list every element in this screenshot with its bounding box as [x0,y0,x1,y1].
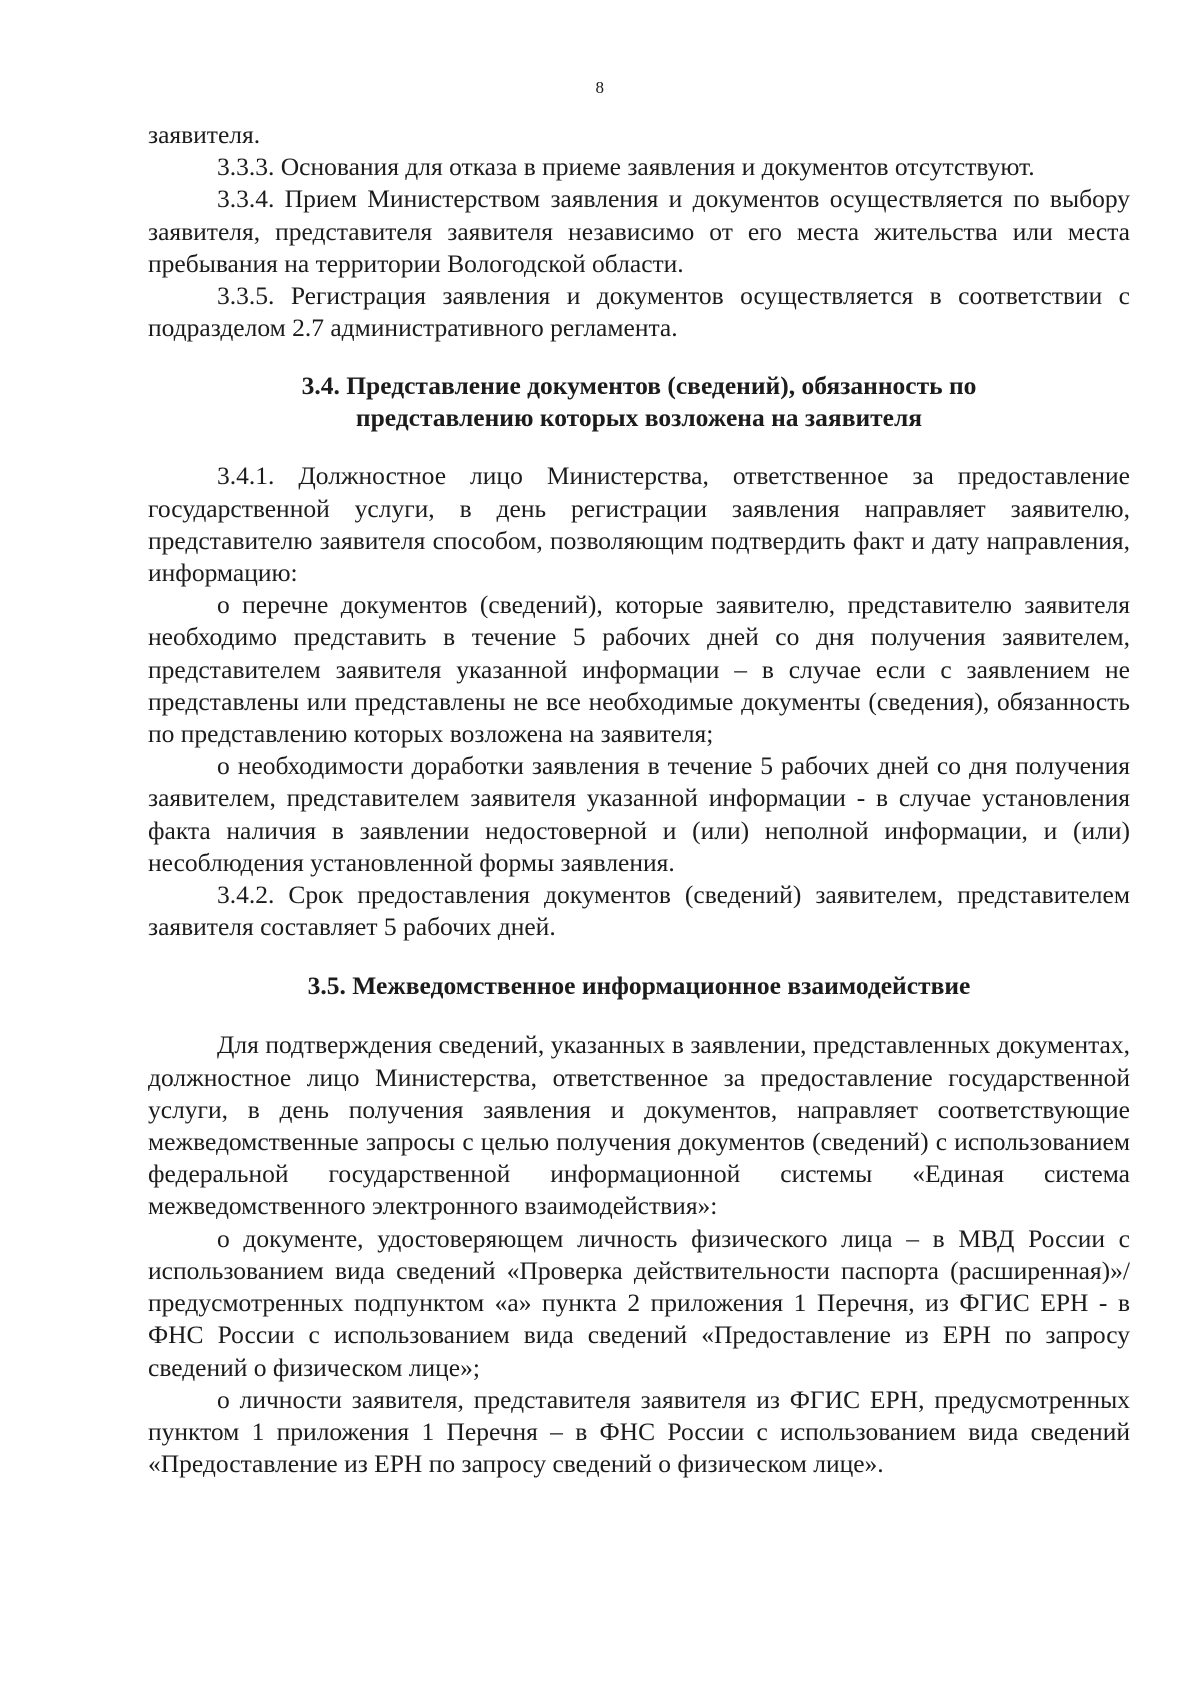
paragraph-interagency-intro: Для подтверждения сведений, указанных в заявлении, представленных документах, должностное лицо Министерства, ответственное за предоставление государственной услуги, в день получения заявления и документов, направляет соответствующие межведомственные запросы с целью получения документов (сведений) с использованием федеральной государственной информационной системы «Единая система межведомственного электронного взаимодействия»: [148,1030,1130,1221]
paragraph-3-3-5: 3.3.5. Регистрация заявления и документов осуществляется в соответствии с подразделом 2.7 административного регламента. [148,281,1130,343]
section-heading-3-5: 3.5. Межведомственное информационное взаимодействие [307,971,971,1001]
section-heading-3-4 [148,370,1130,434]
spacer [148,434,1130,460]
document-body [148,119,1130,1480]
page-number: 8 [595,78,605,97]
spacer [148,344,1130,370]
spacer [148,1002,1130,1029]
section-heading-3-4-line-2: представлению которых возложена на заявителя [355,403,923,433]
paragraph-3-3-3: 3.3.3. Основания для отказа в приеме заявления и документов отсутствуют. [217,152,1035,182]
section-heading-3-4-line-1: 3.4. Представление документов (сведений), обязанность по [301,371,977,401]
paragraph-list-item-identity-document: о документе, удостоверяющем личность физического лица – в МВД России с использованием вида сведений «Проверка действительности паспорта (расширенная)»/предусмотренных подпунктом «а» пункта 2 приложения 1 Перечня, из ФГИС ЕРН - в ФНС России с использованием вида сведений «Предоставление из ЕРН по запросу сведений о физическом лице»; [148,1223,1130,1382]
spacer [148,943,1130,970]
paragraph-3-4-2: 3.4.2. Срок предоставления документов (сведений) заявителем, представителем заявителя составляет 5 рабочих дней. [148,880,1130,942]
paragraph-list-item-revision: о необходимости доработки заявления в течение 5 рабочих дней со дня получения заявителем, представителем заявителя указанной информации - в случае установления факта наличия в заявлении недостоверной и (или) неполной информации, и (или) несоблюдения установленной формы заявления. [148,751,1130,877]
paragraph-list-item-documents: о перечне документов (сведений), которые заявителю, представителю заявителя необходимо представить в течение 5 рабочих дней со дня получения заявителем, представителем заявителя указанной информации – в случае если с заявлением не представлены или представлены не все необходимые документы (сведения), обязанность по представлению которых возложена на заявителя; [148,590,1130,749]
paragraph-list-item-applicant-identity: о личности заявителя, представителя заявителя из ФГИС ЕРН, предусмотренных пунктом 1 приложения 1 Перечня – в ФНС России с использованием вида сведений «Предоставление из ЕРН по запросу сведений о физическом лице». [148,1384,1130,1479]
paragraph-3-4-1: 3.4.1. Должностное лицо Министерства, ответственное за предоставление государственной услуги, в день регистрации заявления направляет заявителю, представителю заявителя способом, позволяющим подтвердить факт и дату направления, информацию: [148,461,1130,588]
paragraph-3-3-4: 3.3.4. Прием Министерством заявления и документов осуществляется по выбору заявителя, представителя заявителя независимо от его места жительства или места пребывания на территории Вологодской области. [148,184,1130,278]
paragraph-continuation: заявителя. [148,120,261,149]
